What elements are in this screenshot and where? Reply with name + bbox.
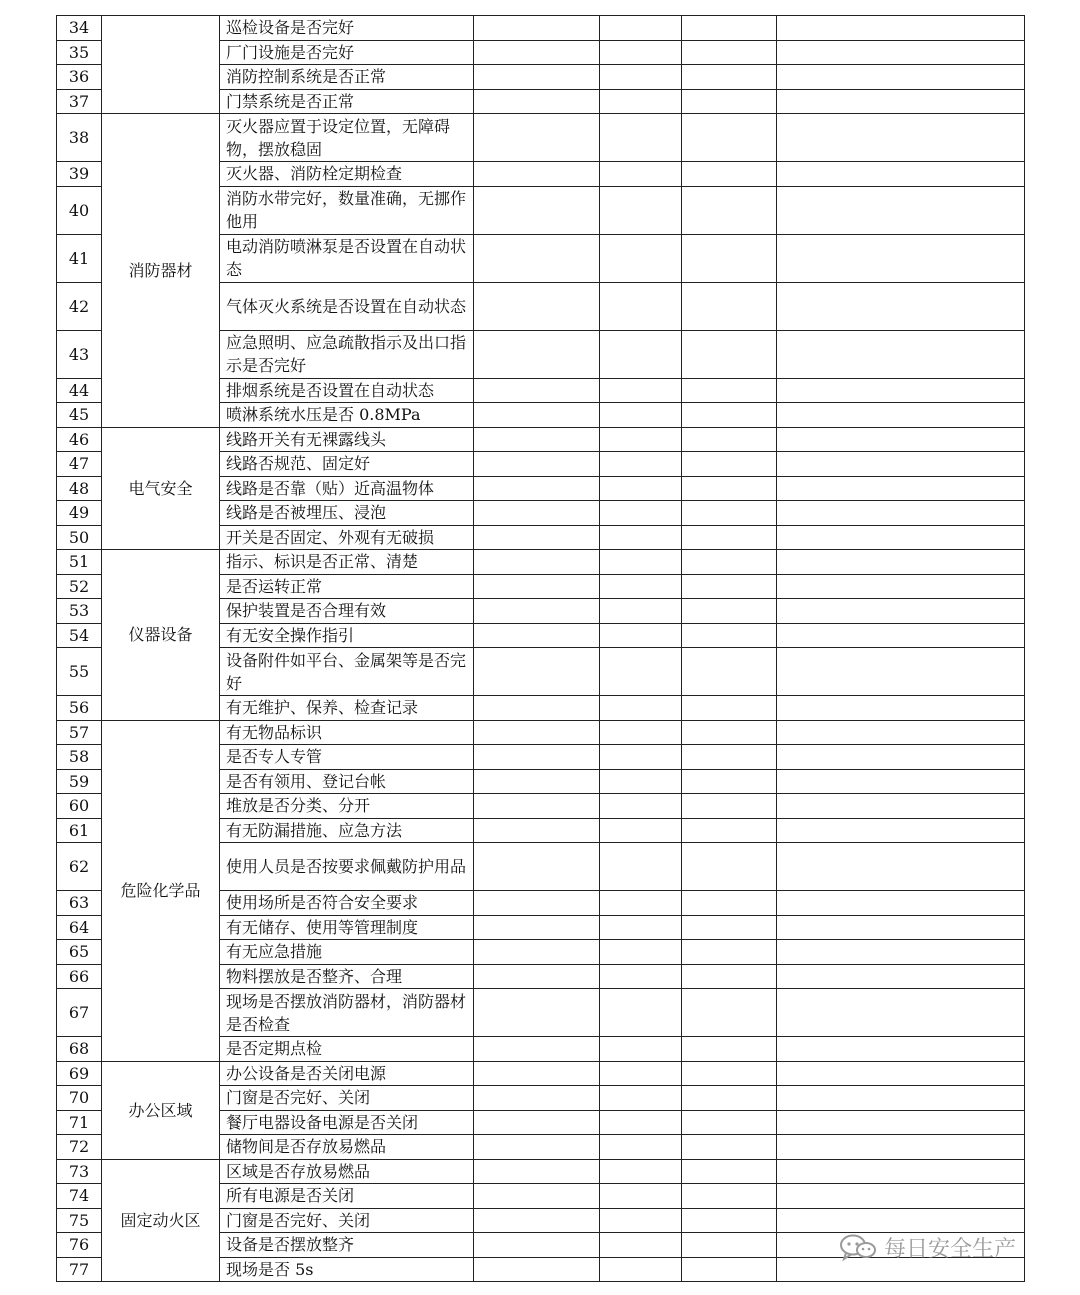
blank-cell [682, 452, 777, 477]
blank-cell [474, 599, 600, 624]
row-number: 46 [57, 427, 102, 452]
blank-cell [474, 1184, 600, 1209]
blank-cell [600, 234, 682, 282]
blank-cell [600, 162, 682, 187]
blank-cell [682, 525, 777, 550]
check-item: 有无物品标识 [220, 720, 474, 745]
row-number: 36 [57, 65, 102, 90]
check-item: 保护装置是否合理有效 [220, 599, 474, 624]
blank-cell [600, 186, 682, 234]
table-row [57, 720, 1025, 745]
check-item: 喷淋系统水压是否 0.8MPa [220, 403, 474, 428]
row-number: 48 [57, 476, 102, 501]
check-item: 现场是否 5s [220, 1257, 474, 1282]
blank-cell [474, 65, 600, 90]
blank-cell [682, 1233, 777, 1258]
row-number: 58 [57, 745, 102, 770]
blank-cell [474, 282, 600, 330]
blank-cell [777, 964, 1025, 989]
blank-cell [777, 452, 1025, 477]
blank-cell [474, 940, 600, 965]
blank-cell [474, 427, 600, 452]
blank-cell [777, 1110, 1025, 1135]
check-item: 门窗是否完好、关闭 [220, 1086, 474, 1111]
blank-cell [682, 162, 777, 187]
row-number: 35 [57, 40, 102, 65]
blank-cell [474, 403, 600, 428]
blank-cell [777, 720, 1025, 745]
blank-cell [474, 114, 600, 162]
row-number: 49 [57, 501, 102, 526]
blank-cell [682, 330, 777, 378]
blank-cell [600, 891, 682, 916]
blank-cell [682, 818, 777, 843]
blank-cell [682, 550, 777, 575]
blank-cell [600, 476, 682, 501]
check-item: 储物间是否存放易燃品 [220, 1135, 474, 1160]
table-row [57, 427, 1025, 452]
check-item: 气体灭火系统是否设置在自动状态 [220, 282, 474, 330]
blank-cell [600, 1061, 682, 1086]
blank-cell [777, 114, 1025, 162]
blank-cell [474, 1159, 600, 1184]
blank-cell [600, 378, 682, 403]
blank-cell [682, 378, 777, 403]
category-cell [102, 16, 220, 114]
blank-cell [682, 623, 777, 648]
row-number: 54 [57, 623, 102, 648]
row-number: 74 [57, 1184, 102, 1209]
blank-cell [682, 89, 777, 114]
category-cell: 办公区域 [102, 1061, 220, 1159]
check-item: 是否有领用、登记台帐 [220, 769, 474, 794]
row-number: 53 [57, 599, 102, 624]
blank-cell [474, 452, 600, 477]
blank-cell [777, 794, 1025, 819]
blank-cell [600, 525, 682, 550]
blank-cell [600, 1135, 682, 1160]
row-number: 62 [57, 843, 102, 891]
blank-cell [600, 282, 682, 330]
blank-cell [682, 599, 777, 624]
row-number: 73 [57, 1159, 102, 1184]
blank-cell [474, 16, 600, 41]
category-cell: 消防器材 [102, 114, 220, 428]
row-number: 59 [57, 769, 102, 794]
row-number: 65 [57, 940, 102, 965]
blank-cell [682, 403, 777, 428]
blank-cell [682, 476, 777, 501]
blank-cell [777, 403, 1025, 428]
row-number: 34 [57, 16, 102, 41]
blank-cell [682, 501, 777, 526]
category-cell: 固定动火区 [102, 1159, 220, 1282]
blank-cell [600, 1233, 682, 1258]
blank-cell [777, 40, 1025, 65]
blank-cell [777, 769, 1025, 794]
table-row [57, 16, 1025, 41]
check-item: 消防水带完好，数量准确，无挪作他用 [220, 186, 474, 234]
row-number: 71 [57, 1110, 102, 1135]
row-number: 52 [57, 574, 102, 599]
check-item: 消防控制系统是否正常 [220, 65, 474, 90]
check-item: 厂门设施是否完好 [220, 40, 474, 65]
blank-cell [777, 476, 1025, 501]
check-item: 有无防漏措施、应急方法 [220, 818, 474, 843]
blank-cell [600, 501, 682, 526]
blank-cell [777, 16, 1025, 41]
row-number: 47 [57, 452, 102, 477]
blank-cell [600, 403, 682, 428]
blank-cell [600, 1037, 682, 1062]
blank-cell [474, 794, 600, 819]
blank-cell [474, 1135, 600, 1160]
blank-cell [682, 186, 777, 234]
blank-cell [600, 1159, 682, 1184]
blank-cell [474, 186, 600, 234]
blank-cell [600, 65, 682, 90]
blank-cell [682, 696, 777, 721]
blank-cell [682, 915, 777, 940]
blank-cell [600, 427, 682, 452]
blank-cell [777, 1159, 1025, 1184]
blank-cell [474, 915, 600, 940]
blank-cell [474, 769, 600, 794]
blank-cell [682, 940, 777, 965]
check-item: 电动消防喷淋泵是否设置在自动状态 [220, 234, 474, 282]
blank-cell [474, 574, 600, 599]
blank-cell [600, 330, 682, 378]
blank-cell [777, 1086, 1025, 1111]
blank-cell [474, 162, 600, 187]
row-number: 44 [57, 378, 102, 403]
blank-cell [777, 891, 1025, 916]
blank-cell [777, 648, 1025, 696]
blank-cell [682, 65, 777, 90]
blank-cell [600, 745, 682, 770]
check-item: 门禁系统是否正常 [220, 89, 474, 114]
blank-cell [600, 1110, 682, 1135]
blank-cell [600, 989, 682, 1037]
check-item: 使用人员是否按要求佩戴防护用品 [220, 843, 474, 891]
row-number: 38 [57, 114, 102, 162]
blank-cell [777, 623, 1025, 648]
blank-cell [474, 964, 600, 989]
blank-cell [682, 769, 777, 794]
blank-cell [474, 89, 600, 114]
blank-cell [682, 720, 777, 745]
row-number: 72 [57, 1135, 102, 1160]
blank-cell [777, 599, 1025, 624]
blank-cell [600, 114, 682, 162]
blank-cell [682, 794, 777, 819]
blank-cell [682, 1135, 777, 1160]
blank-cell [682, 1184, 777, 1209]
blank-cell [474, 1257, 600, 1282]
check-item: 有无应急措施 [220, 940, 474, 965]
row-number: 61 [57, 818, 102, 843]
table-row [57, 1159, 1025, 1184]
row-number: 57 [57, 720, 102, 745]
blank-cell [777, 525, 1025, 550]
blank-cell [474, 648, 600, 696]
blank-cell [474, 1208, 600, 1233]
blank-cell [474, 330, 600, 378]
blank-cell [682, 234, 777, 282]
blank-cell [777, 162, 1025, 187]
row-number: 43 [57, 330, 102, 378]
blank-cell [474, 476, 600, 501]
check-item: 有无储存、使用等管理制度 [220, 915, 474, 940]
blank-cell [682, 891, 777, 916]
row-number: 67 [57, 989, 102, 1037]
blank-cell [474, 818, 600, 843]
blank-cell [777, 427, 1025, 452]
check-item: 巡检设备是否完好 [220, 16, 474, 41]
check-item: 有无维护、保养、检查记录 [220, 696, 474, 721]
blank-cell [682, 843, 777, 891]
blank-cell [777, 234, 1025, 282]
blank-cell [777, 574, 1025, 599]
blank-cell [682, 964, 777, 989]
row-number: 77 [57, 1257, 102, 1282]
blank-cell [474, 1233, 600, 1258]
blank-cell [777, 186, 1025, 234]
blank-cell [600, 16, 682, 41]
row-number: 64 [57, 915, 102, 940]
blank-cell [600, 574, 682, 599]
blank-cell [777, 989, 1025, 1037]
blank-cell [600, 1086, 682, 1111]
blank-cell [682, 1086, 777, 1111]
inspection-table-body [57, 16, 1025, 1282]
wechat-icon [838, 1233, 878, 1261]
blank-cell [600, 940, 682, 965]
check-item: 灭火器应置于设定位置，无障碍物，摆放稳固 [220, 114, 474, 162]
row-number: 66 [57, 964, 102, 989]
blank-cell [600, 599, 682, 624]
row-number: 56 [57, 696, 102, 721]
blank-cell [600, 964, 682, 989]
blank-cell [777, 818, 1025, 843]
blank-cell [600, 843, 682, 891]
row-number: 37 [57, 89, 102, 114]
blank-cell [600, 794, 682, 819]
check-item: 所有电源是否关闭 [220, 1184, 474, 1209]
blank-cell [682, 427, 777, 452]
blank-cell [474, 1037, 600, 1062]
row-number: 55 [57, 648, 102, 696]
check-item: 线路是否靠（贴）近高温物体 [220, 476, 474, 501]
check-item: 开关是否固定、外观有无破损 [220, 525, 474, 550]
row-number: 39 [57, 162, 102, 187]
table-row [57, 550, 1025, 575]
check-item: 排烟系统是否设置在自动状态 [220, 378, 474, 403]
blank-cell [600, 648, 682, 696]
blank-cell [600, 89, 682, 114]
blank-cell [777, 330, 1025, 378]
blank-cell [474, 234, 600, 282]
check-item: 现场是否摆放消防器材，消防器材是否检查 [220, 989, 474, 1037]
blank-cell [600, 550, 682, 575]
blank-cell [474, 378, 600, 403]
blank-cell [600, 696, 682, 721]
check-item: 区域是否存放易燃品 [220, 1159, 474, 1184]
blank-cell [777, 1061, 1025, 1086]
blank-cell [474, 1061, 600, 1086]
check-item: 线路是否被埋压、浸泡 [220, 501, 474, 526]
check-item: 设备附件如平台、金属架等是否完好 [220, 648, 474, 696]
blank-cell [474, 720, 600, 745]
check-item: 门窗是否完好、关闭 [220, 1208, 474, 1233]
row-number: 41 [57, 234, 102, 282]
table-row [57, 1061, 1025, 1086]
check-item: 设备是否摆放整齐 [220, 1233, 474, 1258]
blank-cell [777, 696, 1025, 721]
blank-cell [777, 915, 1025, 940]
blank-cell [474, 1110, 600, 1135]
blank-cell [682, 574, 777, 599]
check-item: 是否定期点检 [220, 1037, 474, 1062]
watermark-text: 每日安全生产 [884, 1236, 1017, 1262]
blank-cell [474, 696, 600, 721]
row-number: 45 [57, 403, 102, 428]
blank-cell [474, 843, 600, 891]
blank-cell [682, 1257, 777, 1282]
check-item: 使用场所是否符合安全要求 [220, 891, 474, 916]
inspection-table [56, 15, 1025, 1282]
row-number: 70 [57, 1086, 102, 1111]
blank-cell [600, 1184, 682, 1209]
blank-cell [474, 525, 600, 550]
blank-cell [777, 550, 1025, 575]
check-item: 餐厅电器设备电源是否关闭 [220, 1110, 474, 1135]
check-item: 线路开关有无裸露线头 [220, 427, 474, 452]
check-item: 物料摆放是否整齐、合理 [220, 964, 474, 989]
check-item: 线路否规范、固定好 [220, 452, 474, 477]
blank-cell [474, 745, 600, 770]
category-cell: 电气安全 [102, 427, 220, 550]
blank-cell [682, 1110, 777, 1135]
blank-cell [777, 1135, 1025, 1160]
row-number: 76 [57, 1233, 102, 1258]
category-cell: 仪器设备 [102, 550, 220, 721]
check-item: 有无安全操作指引 [220, 623, 474, 648]
row-number: 75 [57, 1208, 102, 1233]
blank-cell [600, 769, 682, 794]
blank-cell [474, 989, 600, 1037]
blank-cell [777, 1184, 1025, 1209]
watermark [838, 1232, 1016, 1262]
blank-cell [682, 40, 777, 65]
check-item: 应急照明、应急疏散指示及出口指示是否完好 [220, 330, 474, 378]
blank-cell [777, 940, 1025, 965]
check-item: 是否运转正常 [220, 574, 474, 599]
blank-cell [682, 1037, 777, 1062]
row-number: 50 [57, 525, 102, 550]
blank-cell [600, 915, 682, 940]
check-item: 办公设备是否关闭电源 [220, 1061, 474, 1086]
row-number: 40 [57, 186, 102, 234]
check-item: 是否专人专管 [220, 745, 474, 770]
blank-cell [474, 891, 600, 916]
row-number: 69 [57, 1061, 102, 1086]
row-number: 42 [57, 282, 102, 330]
row-number: 68 [57, 1037, 102, 1062]
blank-cell [777, 65, 1025, 90]
blank-cell [474, 40, 600, 65]
blank-cell [682, 282, 777, 330]
check-item: 指示、标识是否正常、清楚 [220, 550, 474, 575]
blank-cell [682, 648, 777, 696]
row-number: 60 [57, 794, 102, 819]
blank-cell [600, 40, 682, 65]
blank-cell [600, 720, 682, 745]
blank-cell [682, 114, 777, 162]
blank-cell [682, 1159, 777, 1184]
blank-cell [474, 501, 600, 526]
check-item: 堆放是否分类、分开 [220, 794, 474, 819]
blank-cell [600, 1257, 682, 1282]
blank-cell [777, 843, 1025, 891]
blank-cell [600, 452, 682, 477]
blank-cell [777, 89, 1025, 114]
table-row [57, 114, 1025, 162]
check-item: 灭火器、消防栓定期检查 [220, 162, 474, 187]
blank-cell [682, 989, 777, 1037]
blank-cell [474, 1086, 600, 1111]
blank-cell [600, 818, 682, 843]
blank-cell [682, 1208, 777, 1233]
blank-cell [600, 1208, 682, 1233]
blank-cell [474, 550, 600, 575]
blank-cell [777, 1037, 1025, 1062]
row-number: 51 [57, 550, 102, 575]
blank-cell [682, 16, 777, 41]
blank-cell [682, 1061, 777, 1086]
blank-cell [777, 1208, 1025, 1233]
blank-cell [777, 745, 1025, 770]
blank-cell [474, 623, 600, 648]
blank-cell [682, 745, 777, 770]
blank-cell [600, 623, 682, 648]
category-cell: 危险化学品 [102, 720, 220, 1061]
blank-cell [777, 501, 1025, 526]
blank-cell [777, 378, 1025, 403]
blank-cell [777, 282, 1025, 330]
row-number: 63 [57, 891, 102, 916]
